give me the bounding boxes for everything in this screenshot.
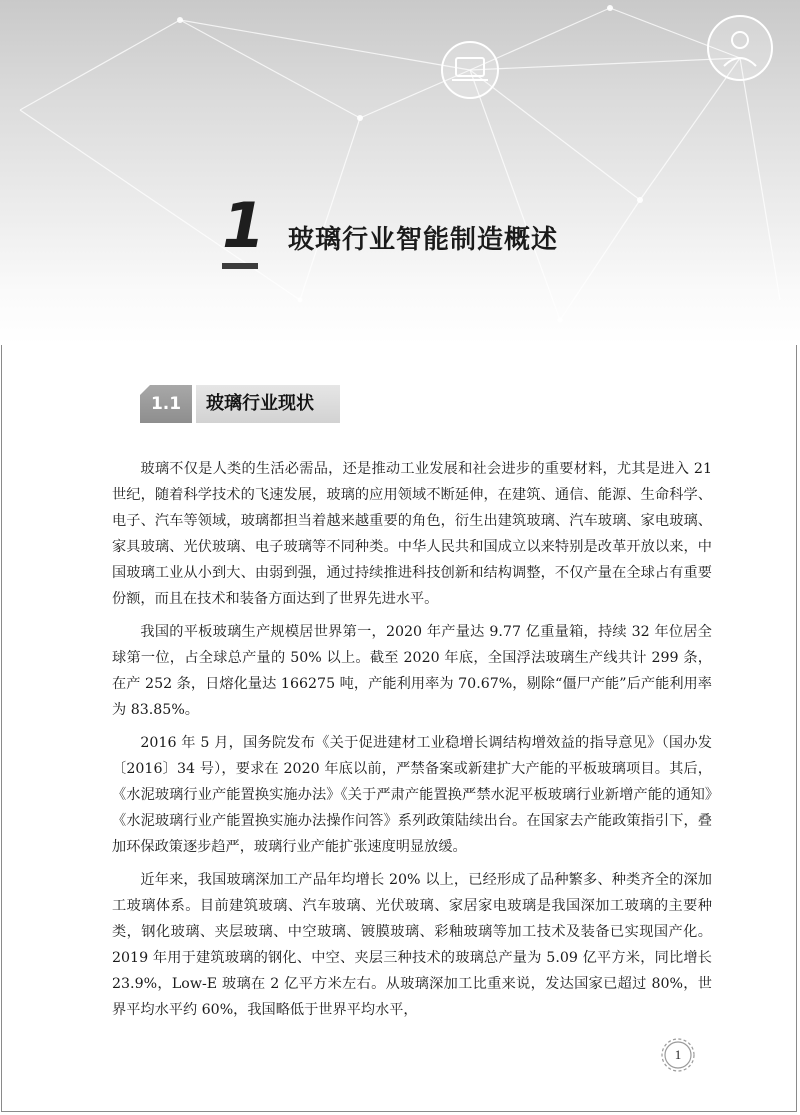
chapter-number-underline xyxy=(222,263,258,269)
body-text xyxy=(112,456,712,1030)
chapter-header-banner xyxy=(0,0,800,345)
paragraph: 玻璃不仅是人类的生活必需品，还是推动工业发展和社会进步的重要材料，尤其是进入 21 世纪，随着科学技术的飞速发展，玻璃的应用领域不断延伸，在建筑、通信、能源、生命科学、电子、汽车等领域，玻璃都担当着越来越重要的角色，衍生出建筑玻璃、汽车玻璃、家电玻璃、家具玻璃、光伏玻璃、电子玻璃等不同种类。中华人民共和国成立以来特别是改革开放以来，中国玻璃工业从小到大、由弱到强，通过持续推进科技创新和结构调整，不仅产量在全球占有重要份额，而且在技术和装备方面达到了世界先进水平。 xyxy=(112,461,712,607)
paragraph: 2016 年 5 月，国务院发布《关于促进建材工业稳增长调结构增效益的指导意见》（国办发〔2016〕34 号），要求在 2020 年底以前，严禁备案或新建扩大产能的平板玻璃项目。其后，《水泥玻璃行业产能置换实施办法》《关于严肃产能置换严禁水泥平板玻璃行业新增产能的通知》《水泥玻璃行业产能置换实施办法操作问答》系列政策陆续出台。在国家去产能政策指引下，叠加环保政策逐步趋严，玻璃行业产能扩张速度明显放缓。 xyxy=(112,735,712,855)
section-title: 玻璃行业现状 xyxy=(196,385,340,423)
chapter-title: 玻璃行业智能制造概述 xyxy=(288,225,559,255)
section-number: 1.1 xyxy=(140,385,192,423)
paragraph: 近年来，我国玻璃深加工产品年均增长 20% 以上，已经形成了品种繁多、种类齐全的深加工玻璃体系。目前建筑玻璃、汽车玻璃、光伏玻璃、家居家电玻璃是我国深加工玻璃的主要种类，钢化玻璃、夹层玻璃、中空玻璃、镀膜玻璃、彩釉玻璃等加工技术及装备已实现国产化。2019 年用于建筑玻璃的钢化、中空、夹层三种技术的玻璃总产量为 5.09 亿平方米，同比增长 23.9%，Low-E 玻璃在 2 亿平方米左右。从玻璃深加工比重来说，发达国家已超过 80%，世界平均水平约 60%，我国略低于世界平均水平， xyxy=(112,872,712,1018)
network-background-graphic xyxy=(0,0,800,345)
paragraph: 我国的平板玻璃生产规模居世界第一，2020 年产量达 9.77 亿重量箱，持续 32 年位居全球第一位，占全球总产量的 50% 以上。截至 2020 年底，全国浮法玻璃生产线共计 299 条，在产 252 条，日熔化量达 166275 吨，产能利用率为 70.67%，剔除“僵尸产能”后产能利用率为 83.85%。 xyxy=(112,624,712,718)
chapter-number: 1 xyxy=(222,189,266,262)
page-number: 1 xyxy=(674,1047,682,1062)
section-heading xyxy=(140,385,340,423)
page-number-badge xyxy=(659,1036,697,1074)
